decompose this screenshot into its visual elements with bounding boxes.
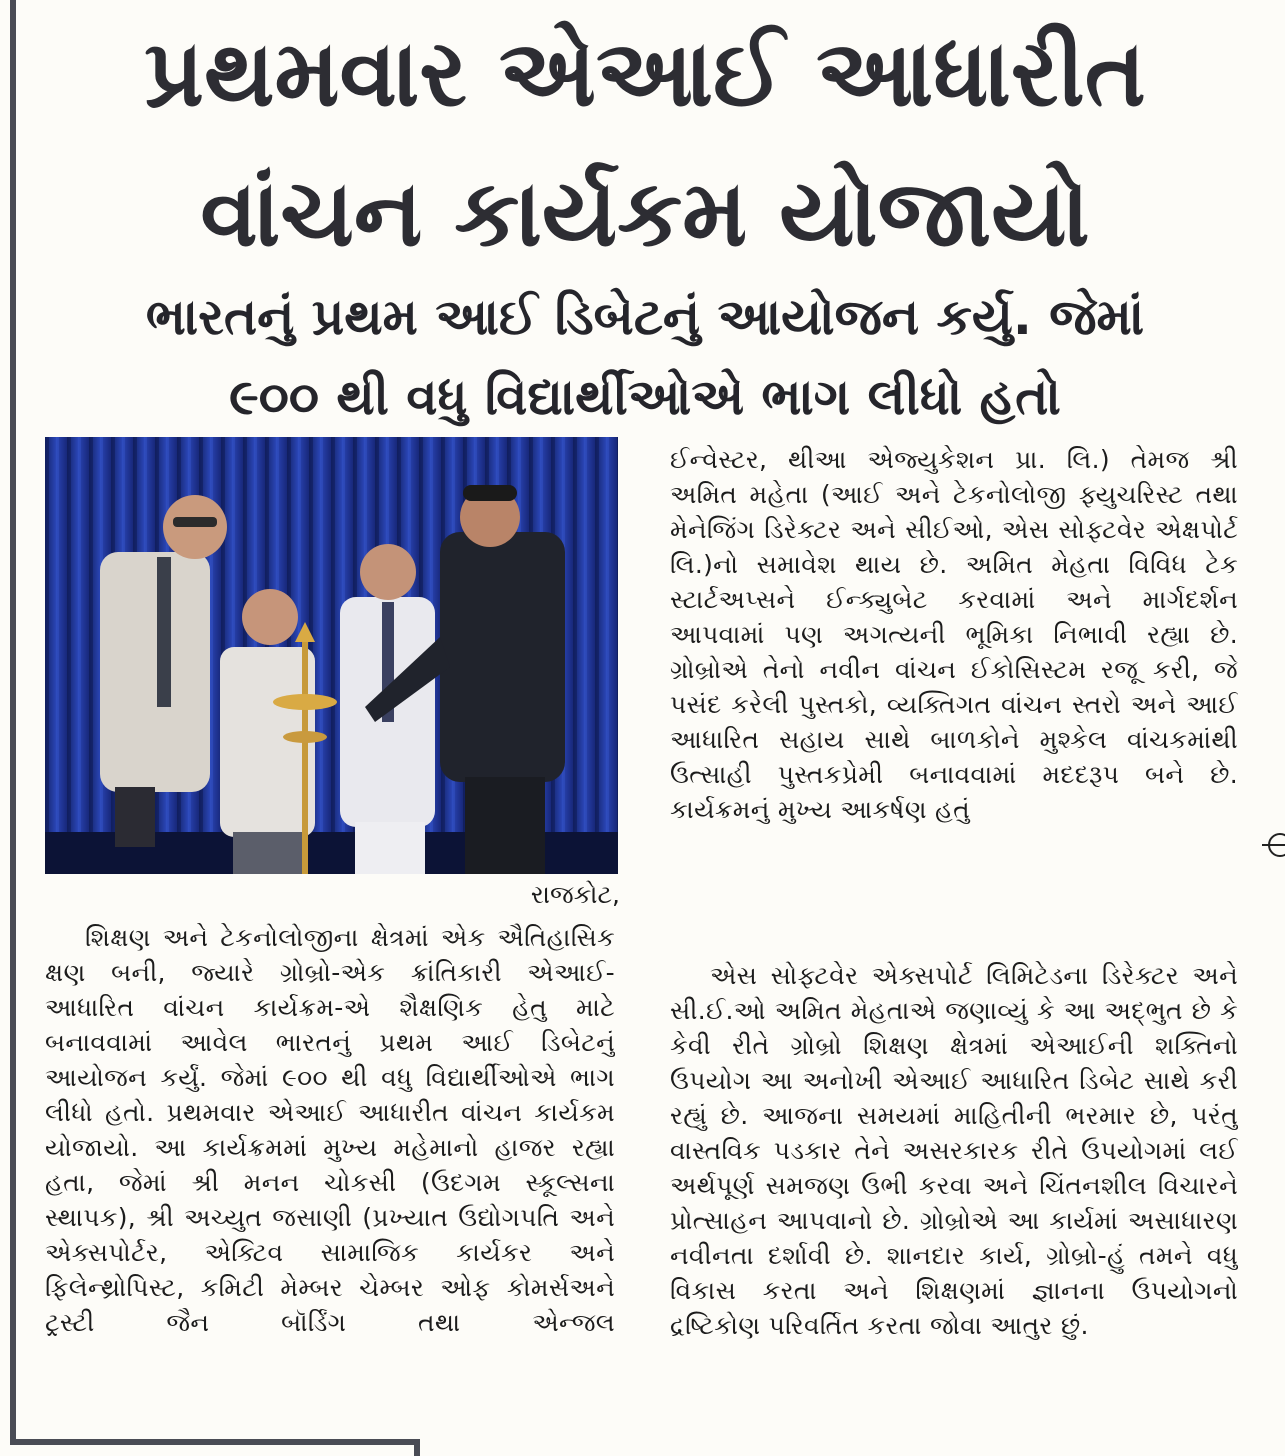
article-right-column-part-2: એસ સોફ્ટવેર એક્સપોર્ટ લિમિટેડના ડિરેક્ટર અને સી.ઈ.ઓ અમિત મેહતાએ જણાવ્યું કે આ અદ્ભુત છે કે કેવી રીતે ગ્રોબ્રો શિક્ષણ ક્ષેત્રમાં એઆઈની શક્તિનો ઉપયોગ આ અનોખી એઆઈ આધારિત ડિબેટ સાથે કરી રહ્યું છે. આજના સમયમાં માહિતીની ભરમાર છે, પરંતુ વાસ્તવિક પડકાર તેને અસરકારક રીતે ઉપયોગમાં લઈ અર્થપૂર્ણ સમજણ ઉભી કરવા અને ચિંતનશીલ વિચારને પ્રોત્સાહન આપવાનો છે. ગ્રોબ્રોએ આ કાર્યમાં અસાધારણ નવીનતા દર્શાવી છે. શાનદાર કાર્ય, ગ્રોબ્રો-હું તમને વધુ વિકાસ કરતા અને શિક્ષણમાં જ્ઞાનના ઉપયોગનો દ્રષ્ટિકોણ પરિવર્તિત કરતા જોવા આતુર છું. [670, 961, 1238, 1340]
registration-mark-icon [1262, 830, 1285, 860]
page-frame-corner [414, 1439, 420, 1456]
headline-line-2: વાંચન કાર્યકમ યોજાયો [200, 160, 1090, 267]
subheadline-line-1: ભારતનું પ્રથમ આઈ ડિબેટનું આયોજન કર્યુ. જેમાં [145, 288, 1145, 346]
photo-illustration [45, 437, 618, 874]
lamp-lighting-photo [45, 437, 618, 874]
article-right-column-part-1: ઈન્વેસ્ટર, થીઆ એજ્યુકેશન પ્રા. લિ.) તેમજ શ્રી અમિત મહેતા (આઈ અને ટેકનોલોજી ફ્યુચરિસ્ટ તથા મેનેજિંગ ડિરેક્ટર અને સીઈઓ, એસ સોફ્ટવેર એક્ષપોર્ટ લિ.)નો સમાવેશ થાય છે. અમિત મેહતા વિવિધ ટેક સ્ટાર્ટઅપ્સને ઈન્ક્યુબેટ કરવામાં અને માર્ગદર્શન આપવામાં પણ અગત્યની ભૂમિકા નિભાવી રહ્યા છે. ગ્રોબ્રોએ તેનો નવીન વાંચન ઈકોસિસ્ટમ રજૂ કરી, જે પસંદ કરેલી પુસ્તકો, વ્યક્તિગત વાંચન સ્તરો અને આઈ આધારિત સહાય સાથે બાળકોને મુશ્કેલ વાંચકમાંથી ઉત્સાહી પુસ્તકપ્રેમી બનાવવામાં મદદરૂપ બને છે. કાર્યક્રમનું મુખ્ય આકર્ષણ હતું [670, 445, 1238, 824]
page-frame-bottom [10, 1439, 420, 1445]
article-left-column: શિક્ષણ અને ટેકનોલોજીના ક્ષેત્રમાં એક ઐતિહાસિક ક્ષણ બની, જ્યારે ગ્રોબ્રો-એક ક્રાંતિકારી એઆઈ-આધારિત વાંચન કાર્યક્રમ-એ શૈક્ષણિક હેતુ માટે બનાવવામાં આવેલ ભારતનું પ્રથમ આઈ ડિબેટનું આયોજન કર્યું. જેમાં ૯૦૦ થી વધુ વિદ્યાર્થીઓએ ભાગ લીધો હતો. પ્રથમવાર એઆઈ આધારીત વાંચન કાર્યકમ યોજાયો. આ કાર્યક્રમમાં મુખ્ય મહેમાનો હાજર રહ્યા હતા, જેમાં શ્રી મનન ચોકસી (ઉદગમ સ્કૂલ્સના સ્થાપક), શ્રી અચ્યુત જસાણી (પ્રખ્યાત ઉદ્યોગપતિ અને એક્સપોર્ટર, એક્ટિવ સામાજિક કાર્યકર અને ફિલેન્થ્રોપિસ્ટ, કમિટી મેમ્બર ચેમ્બર ઓફ કોમર્સઅને ટ્રસ્ટી જૈન બૉર્ડિંગ તથા એન્જલ [45, 923, 615, 1337]
page-frame-left [10, 0, 16, 1445]
subheadline-line-2: ૯૦૦ થી વધુ વિદ્યાર્થીઓએ ભાગ લીધો હતો [229, 368, 1061, 426]
dateline: રાજકોટ, [530, 880, 620, 909]
headline-line-1: પ્રથમવાર એઆઈ આધારીત [144, 20, 1146, 127]
